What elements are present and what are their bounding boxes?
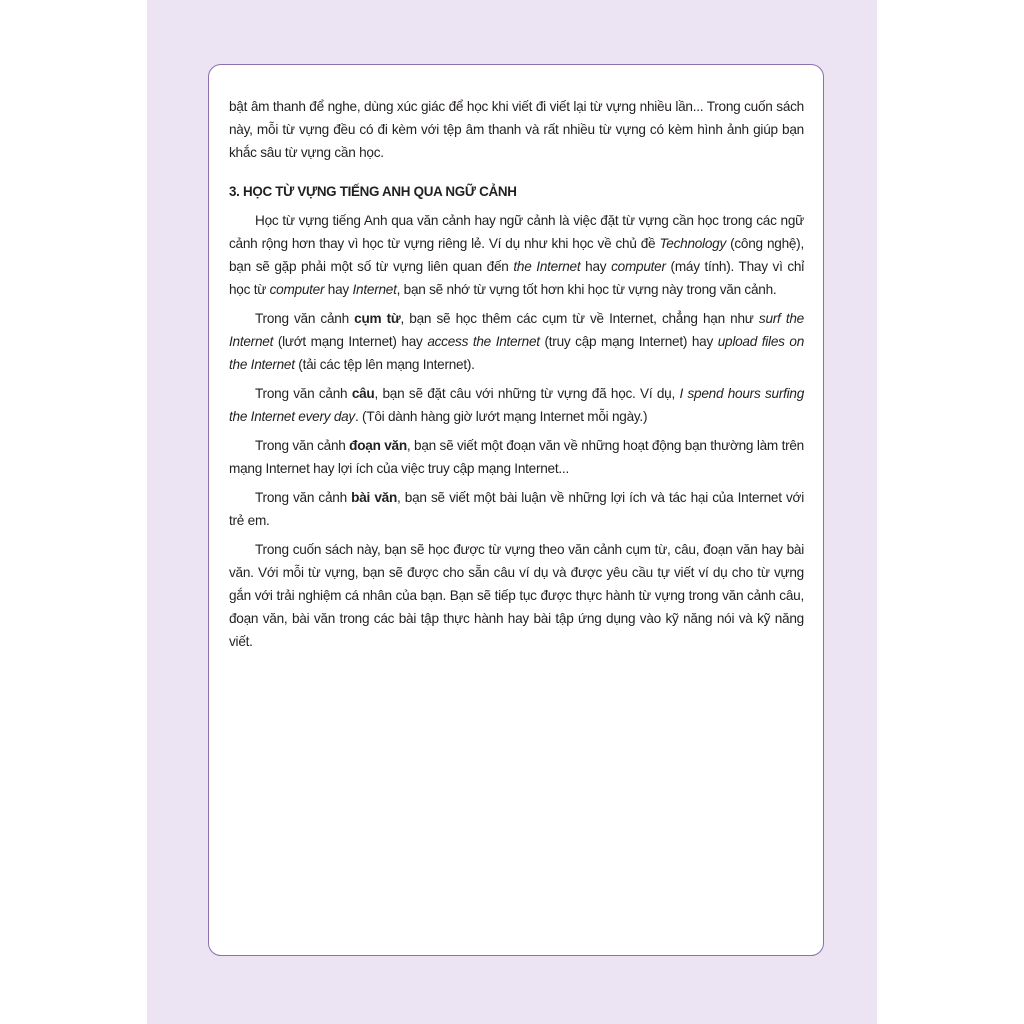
italic-term: computer bbox=[611, 259, 666, 274]
italic-term: Technology bbox=[659, 236, 726, 251]
text-run: hay bbox=[580, 259, 612, 274]
text-run: Trong văn cảnh bbox=[255, 386, 352, 401]
paragraph-phrase-context bbox=[229, 307, 804, 376]
italic-term: I spend hours surfing the Internet every day bbox=[229, 386, 805, 424]
text-run: , bạn sẽ nhớ từ vựng tốt hơn khi học từ vựng này trong văn cảnh. bbox=[396, 282, 777, 297]
text-run: hay bbox=[324, 282, 353, 297]
text-run: , bạn sẽ đặt câu với những từ vựng đã học. Ví dụ, bbox=[374, 386, 680, 401]
italic-term: the Internet bbox=[513, 259, 581, 274]
text-run: (công nghệ), bạn sẽ gặp phải một số từ vựng liên quan đến bbox=[229, 236, 804, 274]
paragraph-paragraph-context bbox=[229, 434, 804, 480]
bold-term: cụm từ bbox=[354, 311, 401, 326]
paragraph-summary: Trong cuốn sách này, bạn sẽ học được từ vựng theo văn cảnh cụm từ, câu, đoạn văn hay bài văn. Với mỗi từ vựng, bạn sẽ được cho sẵn câu ví dụ và được yêu cầu tự viết ví dụ cho từ vựng gắn với trải nghiệm cá nhân của bạn. Bạn sẽ tiếp tục được thực hành từ vựng trong văn cảnh câu, đoạn văn, bài văn trong các bài tập thực hành hay bài tập ứng dụng vào kỹ năng nói và kỹ năng viết. bbox=[229, 542, 804, 649]
bold-term: bài văn bbox=[351, 490, 397, 505]
document-body bbox=[229, 95, 804, 659]
text-run: (tải các tệp lên mạng Internet). bbox=[294, 357, 475, 372]
section-heading: 3. HỌC TỪ VỰNG TIẾNG ANH QUA NGỮ CẢNH bbox=[229, 184, 517, 199]
paragraph-context-intro bbox=[229, 209, 804, 301]
text-run: . (Tôi dành hàng giờ lướt mạng Internet mỗi ngày.) bbox=[354, 409, 648, 424]
text-run: , bạn sẽ viết một đoạn văn về những hoạt động bạn thường làm trên mạng Internet hay lợi ích của việc truy cập mạng Internet... bbox=[229, 438, 804, 476]
text-run: (lướt mạng Internet) hay bbox=[273, 334, 428, 349]
paragraph-sentence-context bbox=[229, 382, 804, 428]
paragraph-essay-context bbox=[229, 486, 804, 532]
text-run: (máy tính). Thay vì chỉ học từ bbox=[229, 259, 804, 297]
text-run: Trong văn cảnh bbox=[255, 490, 352, 505]
text-run: , bạn sẽ học thêm các cụm từ về Internet, chẳng hạn như bbox=[400, 311, 759, 326]
text-run: (truy cập mạng Internet) hay bbox=[539, 334, 718, 349]
bold-term: câu bbox=[351, 386, 375, 401]
text-run: Học từ vựng tiếng Anh qua văn cảnh hay ngữ cảnh là việc đặt từ vựng cần học trong các ngữ cảnh rộng hơn thay vì học từ vựng riêng lẻ. Ví dụ như khi học về chủ đề bbox=[229, 213, 804, 251]
text-run: Trong văn cảnh bbox=[255, 311, 355, 326]
intro-paragraph: bật âm thanh để nghe, dùng xúc giác để học khi viết đi viết lại từ vựng nhiều lần... Trong cuốn sách này, mỗi từ vựng đều có đi kèm với tệp âm thanh và rất nhiều từ vựng có kèm hình ảnh giúp bạn khắc sâu từ vựng cần học. bbox=[229, 99, 804, 160]
italic-term: upload files on the Internet bbox=[229, 334, 805, 372]
bold-term: đoạn văn bbox=[349, 438, 407, 453]
italic-term: access the Internet bbox=[427, 334, 540, 349]
italic-term: surf the Internet bbox=[229, 311, 804, 349]
italic-term: Internet bbox=[352, 282, 397, 297]
text-run: , bạn sẽ viết một bài luận về những lợi ích và tác hại của Internet với trẻ em. bbox=[229, 490, 804, 528]
italic-term: computer bbox=[269, 282, 325, 297]
text-run: Trong văn cảnh bbox=[255, 438, 350, 453]
content-card bbox=[208, 64, 824, 956]
